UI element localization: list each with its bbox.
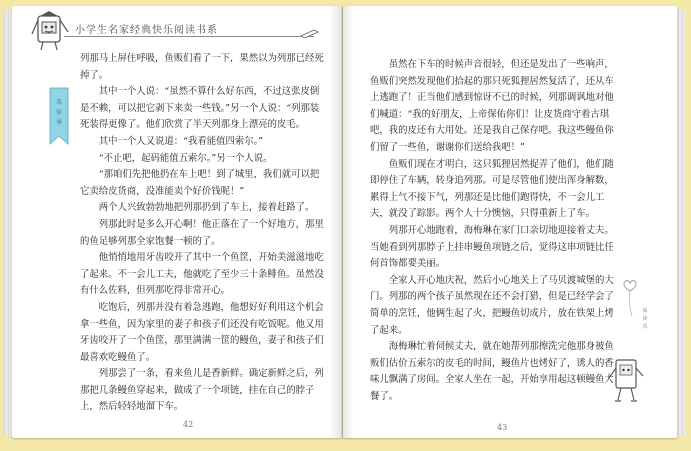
heart-balloon-icon — [618, 276, 642, 318]
book-spine — [330, 6, 354, 438]
left-page-text — [80, 51, 325, 416]
paragraph: 其中一个人又说道：“我看能值四索尔。” — [98, 135, 264, 147]
page-edge — [4, 10, 8, 436]
paragraph: 鱼贩们现在才明白，这只狐狸居然捉弄了他们，他们随即停住了车辆，转身追列那。可是尽管他们使出浑身解数，累得上气不接下气，列那还是比他们跑得快，不一会儿工夫，就没了踪影。两个人十分懊恼，只得重新上了车。 — [370, 158, 614, 220]
paragraph: 列那尝了一条，看来鱼儿是香新鲜。确定新鲜之后，列那把几条鳗鱼穿起来，做成了一个项链，挂在自己的脖子上，然后轻轻地溜下车。 — [80, 368, 324, 413]
paragraph: 两个人兴致勃勃地把列那扔到了车上，接着赶路了。 — [98, 202, 315, 214]
paragraph: “不止吧，起码能值五索尔。”另一个人说。 — [98, 152, 273, 164]
svg-text:导: 导 — [55, 119, 63, 126]
paragraph: 列那开心地跑着，海梅琳在家门口亲切地迎接着丈夫。当她看到列那脖子上挂串鳗鱼项链之后，觉得这串项链比任何首饰都要美丽。 — [370, 224, 614, 270]
svg-text:读: 读 — [642, 316, 648, 322]
right-page-number: 43 — [497, 423, 508, 432]
paragraph: “那咱们先把他扔在车上吧！到了城里，我们就可以把它卖给皮货商，没准能卖个好价钱呢！” — [80, 169, 320, 197]
paragraph: 虽然在下车的时候声音很轻，但还是发出了一些响声，鱼贩们突然发现他们拾起的那只死狐狸居然复活了，还从车上逃跑了！正当他们感到惊讶不已的时候，列那调讽地对他们喊道：“我的好朋友，上帝保佑你们！让皮货商守着古琪吧，我的皮还有大用处。还是我自己保存吧。我这些鳗鱼你们留了一些鱼，谢谢你们送给我吧！” — [370, 59, 614, 153]
side-label-icon — [640, 304, 650, 332]
pencil-doodle-icon — [300, 28, 320, 38]
page-edge — [682, 10, 686, 436]
paragraph: 吃饱后，列那并没有着急逃跑，他想好好利用这个机会拿一些鱼，因为家里的妻子和孩子们还没有吃饭呢。他又用牙齿咬开了一个鱼筐，那里满满一筐的鳗鱼，妻子和孩子们最喜欢吃鳗鱼了。 — [80, 301, 324, 363]
paragraph: 列那此时是多么开心啊！他正落在了一个好地方，那里的鱼足够列那全家饱餐一顿的了。 — [80, 218, 324, 247]
robot-mascot-icon — [26, 10, 72, 52]
paragraph: 列那马上屏住呼吸，鱼贩们看了一下，果然以为列那已经死掉了。 — [80, 53, 324, 81]
paragraph: 其中一个人说：“虽然不算什么好东西，不过这张皮倒是不赖，可以把它剥下来卖一些钱。”另一个人说：“列那装死装得更像了。他们欣赏了半天列那身上漂亮的皮毛。 — [80, 86, 320, 131]
paragraph: 海梅琳忙着伺候丈夫，就在她帮列那擦洗完他那身被鱼贩们估价五索尔的皮毛的时间，鳗鱼片也烤好了，诱人的香味儿飘满了房间。全家人坐在一起，开始享用起这顿鳗鱼大餐了。 — [370, 341, 614, 402]
margin-ribbon-icon — [44, 84, 74, 154]
paragraph: 全家人开心地庆祝，然后小心地关上了马贝渡城堡的大门。列那的两个孩子虽然现在还不会打猎，但是已经学会了简单的烹饪，他俩生起了火，把鳗鱼切成片，放在铁架上烤了起来。 — [370, 274, 614, 336]
svg-text:名: 名 — [55, 99, 63, 106]
right-page-text — [370, 57, 614, 405]
svg-text:家: 家 — [55, 109, 63, 116]
series-title: 小学生名家经典快乐阅读书系 — [75, 25, 218, 36]
svg-text:乐: 乐 — [642, 324, 648, 330]
book-mascot-icon — [606, 356, 646, 406]
paragraph: 他悄悄地用牙齿咬开了其中一个鱼筐，开始美滋滋地吃了起来。不一会儿工夫，他就吃了至少三十条鲱鱼。虽然没有什么佐料，但列那吃得非常开心。 — [80, 252, 324, 297]
left-page-number: 42 — [183, 420, 194, 429]
header-rule — [64, 36, 314, 37]
svg-text:阅: 阅 — [642, 308, 648, 314]
